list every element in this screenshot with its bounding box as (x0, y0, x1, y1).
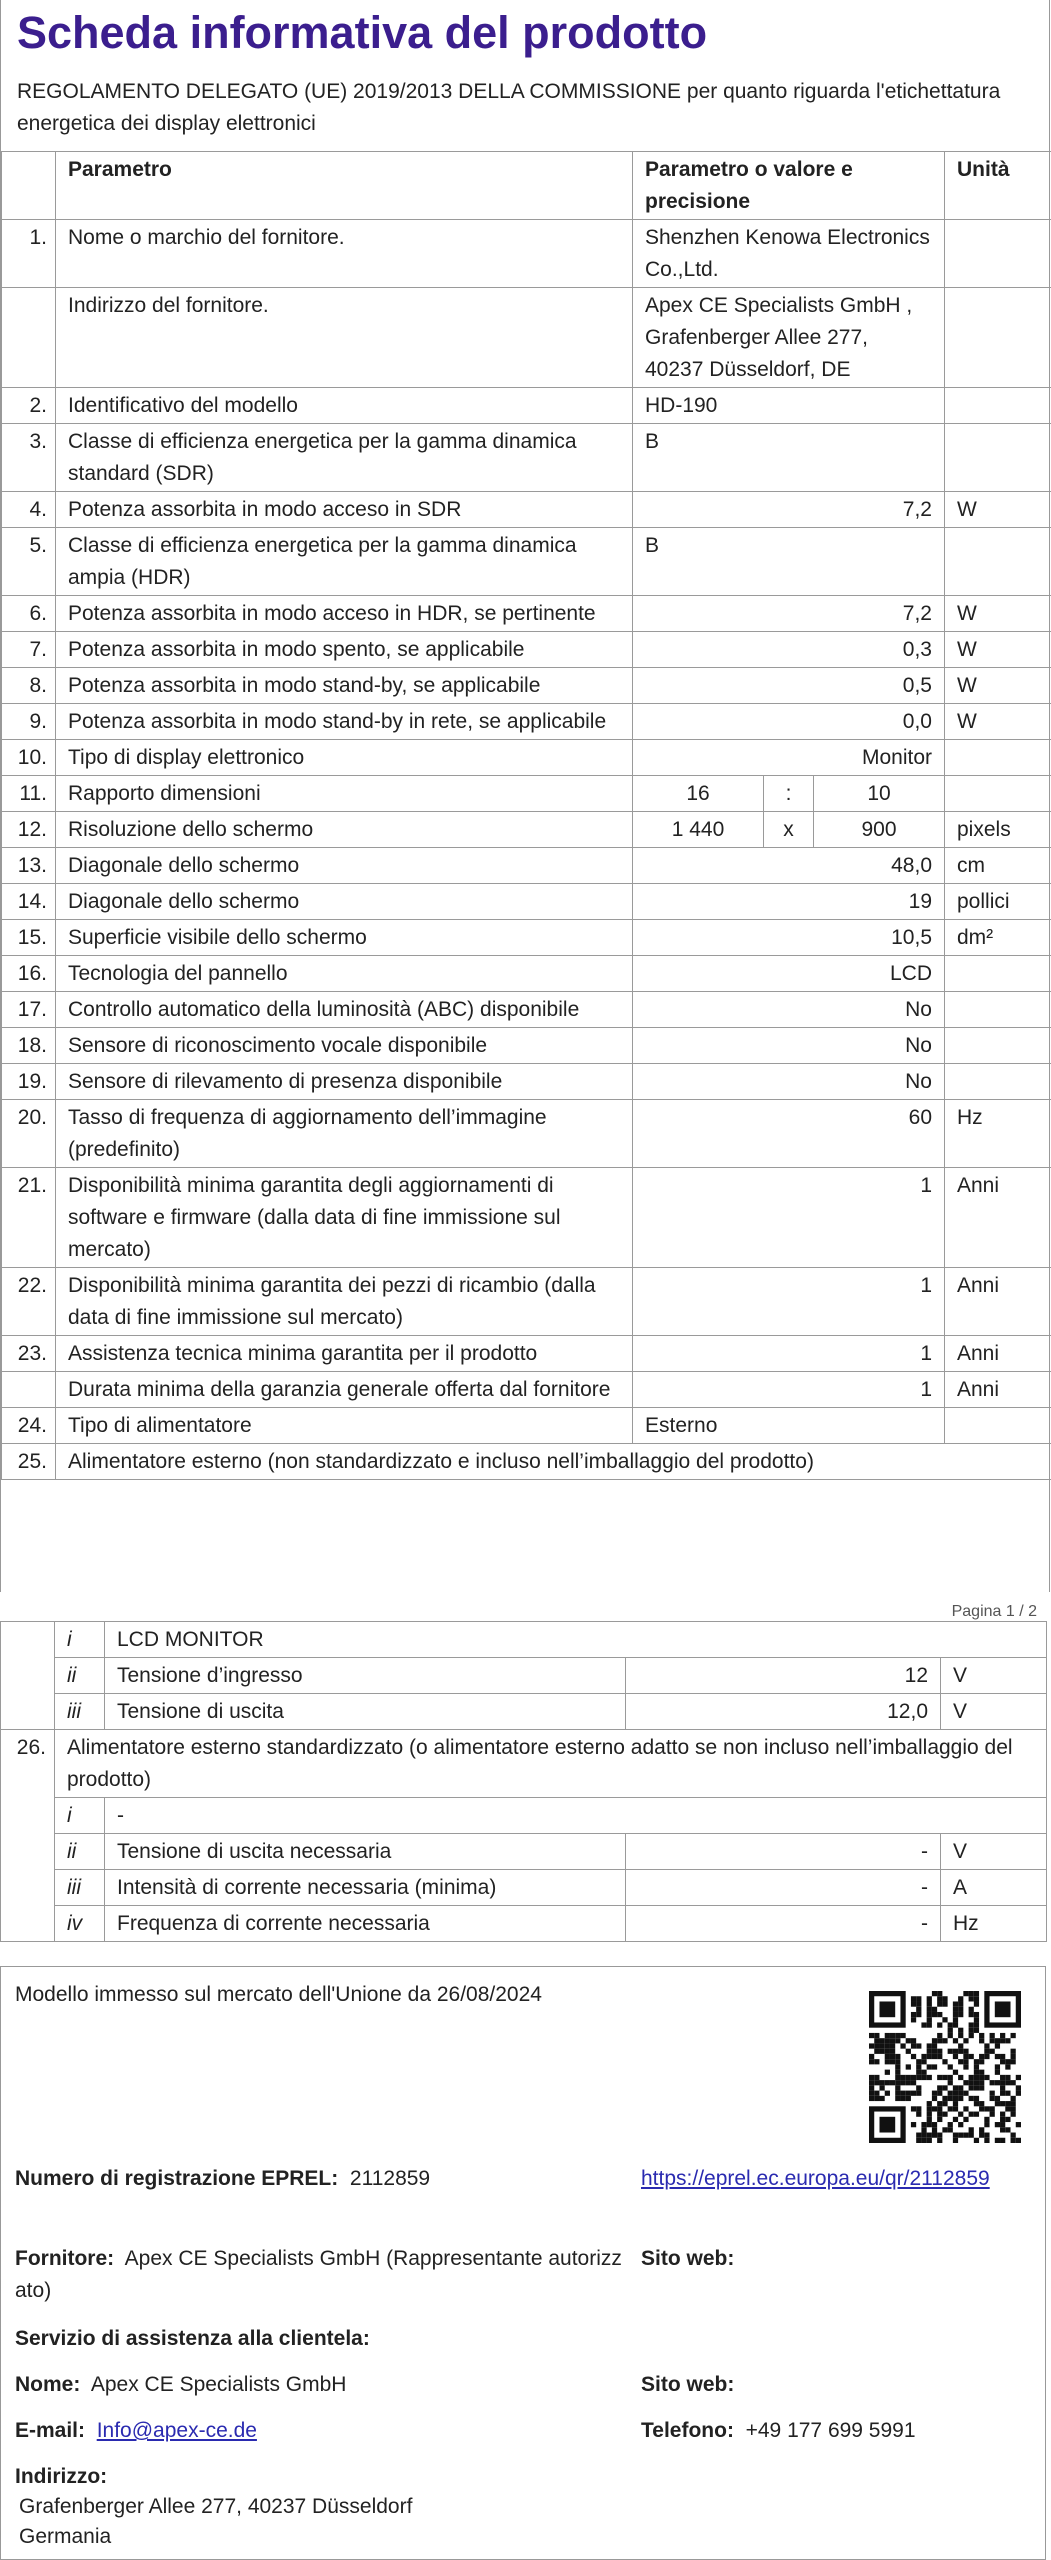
email-link[interactable]: Info@apex-ce.de (96, 2419, 257, 2442)
row-unit: Anni (945, 1168, 1051, 1268)
row-unit (945, 528, 1051, 596)
row-label: Tecnologia del pannello (56, 956, 633, 992)
row-label: Alimentatore esterno standardizzato (o alimentatore esterno adatto se non incluso nell’imballaggio del prodotto) (55, 1730, 1047, 1798)
sub-index: iii (55, 1870, 105, 1906)
row-unit (945, 1408, 1051, 1444)
sub-label: LCD MONITOR (105, 1622, 1047, 1658)
row-unit: W (945, 492, 1051, 528)
row-number: 9. (2, 704, 56, 740)
row-unit: cm (945, 848, 1051, 884)
row-number: 10. (2, 740, 56, 776)
sub-unit: Hz (941, 1906, 1047, 1942)
row-number: 5. (2, 528, 56, 596)
header-parameter: Parametro (56, 152, 633, 220)
row-value-1: 16 (633, 776, 764, 812)
row-number (2, 288, 56, 388)
table-row (2, 1408, 1051, 1444)
row-label: Disponibilità minima garantita dei pezzi di ricambio (dalla data di fine immissione sul mercato) (56, 1268, 633, 1336)
table-row (2, 1100, 1051, 1168)
row-label: Superficie visibile dello schermo (56, 920, 633, 956)
row-unit: pixels (945, 812, 1051, 848)
row-value: No (633, 1064, 945, 1100)
table-row (2, 596, 1051, 632)
row-unit (945, 956, 1051, 992)
table-row (2, 884, 1051, 920)
row-value: Monitor (633, 740, 945, 776)
row-number: 11. (2, 776, 56, 812)
table-row (2, 992, 1051, 1028)
header-value: Parametro o valore e precisione (633, 152, 945, 220)
customer-service-label: Servizio di assistenza alla clientela: (15, 2327, 370, 2350)
address-label: Indirizzo: (15, 2465, 108, 2488)
row-unit (945, 288, 1051, 388)
header-num (2, 152, 56, 220)
sub-index: i (55, 1798, 105, 1834)
row-unit: W (945, 668, 1051, 704)
qr-code-icon (869, 1991, 1021, 2143)
row-number: 16. (2, 956, 56, 992)
row-number: 20. (2, 1100, 56, 1168)
row-label: Indirizzo del fornitore. (56, 288, 633, 388)
row-separator: x (764, 812, 814, 848)
sub-index: i (55, 1622, 105, 1658)
table-row (2, 920, 1051, 956)
row-unit: pollici (945, 884, 1051, 920)
website-label-2: Sito web: (641, 2373, 735, 2396)
contact-email: E-mail: Info@apex-ce.de (15, 2419, 257, 2442)
table-row (2, 388, 1051, 424)
table-header-row (2, 152, 1051, 220)
row-label: Tipo di alimentatore (56, 1408, 633, 1444)
row-number: 23. (2, 1336, 56, 1372)
row-value: 1 (633, 1268, 945, 1336)
row-number: 3. (2, 424, 56, 492)
sub-index: iii (55, 1694, 105, 1730)
row-label: Disponibilità minima garantita degli aggiornamenti di software e firmware (dalla data di fine immissione sul mercato) (56, 1168, 633, 1268)
row-label: Risoluzione dello schermo (56, 812, 633, 848)
row-value: 10,5 (633, 920, 945, 956)
row-value: 7,2 (633, 596, 945, 632)
row-value: B (633, 528, 945, 596)
sub-label: Tensione di uscita necessaria (105, 1834, 626, 1870)
row-value: 7,2 (633, 492, 945, 528)
market-date: Modello immesso sul mercato dell'Unione da 26/08/2024 (15, 1983, 542, 2006)
row-value: 19 (633, 884, 945, 920)
row-number-spacer (1, 1622, 55, 1730)
row-unit: W (945, 704, 1051, 740)
table-row (2, 528, 1051, 596)
row-separator: : (764, 776, 814, 812)
sub-unit: A (941, 1870, 1047, 1906)
row-number: 15. (2, 920, 56, 956)
row-value: 1 (633, 1372, 945, 1408)
table-row (2, 288, 1051, 388)
row-label: Diagonale dello schermo (56, 884, 633, 920)
row-value: 60 (633, 1100, 945, 1168)
row-unit (945, 220, 1051, 288)
table-row (1, 1658, 1047, 1694)
contact-phone: Telefono: +49 177 699 5991 (641, 2419, 916, 2442)
parameters-table (1, 151, 1051, 1480)
row-label: Potenza assorbita in modo spento, se applicabile (56, 632, 633, 668)
row-value-2: 900 (814, 812, 945, 848)
row-unit: Anni (945, 1336, 1051, 1372)
row-value: HD-190 (633, 388, 945, 424)
row-label: Controllo automatico della luminosità (ABC) disponibile (56, 992, 633, 1028)
row-number: 24. (2, 1408, 56, 1444)
power-supply-table (0, 1621, 1047, 1942)
table-row (2, 668, 1051, 704)
row-label: Diagonale dello schermo (56, 848, 633, 884)
row-number: 14. (2, 884, 56, 920)
contact-name: Nome: Apex CE Specialists GmbH (15, 2373, 347, 2396)
row-unit: dm² (945, 920, 1051, 956)
sub-value: - (626, 1834, 941, 1870)
regulation-subtitle: REGOLAMENTO DELEGATO (UE) 2019/2013 DELLA COMMISSIONE per quanto riguarda l'etichettatura energetica dei display elettronici (17, 80, 1001, 135)
table-row (1, 1798, 1047, 1834)
row-label: Nome o marchio del fornitore. (56, 220, 633, 288)
row-value: 0,5 (633, 668, 945, 704)
sub-value: - (626, 1906, 941, 1942)
table-row (1, 1622, 1047, 1658)
table-row (2, 1028, 1051, 1064)
row-value: 48,0 (633, 848, 945, 884)
table-row (1, 1694, 1047, 1730)
row-value-1: 1 440 (633, 812, 764, 848)
table-row (2, 1064, 1051, 1100)
row-number: 25. (2, 1444, 56, 1480)
row-value: 0,3 (633, 632, 945, 668)
row-label: Potenza assorbita in modo stand-by, se applicabile (56, 668, 633, 704)
table-row (1, 1906, 1047, 1942)
table-row (2, 1336, 1051, 1372)
sub-label: Intensità di corrente necessaria (minima) (105, 1870, 626, 1906)
row-number: 8. (2, 668, 56, 704)
sub-label: Tensione di uscita (105, 1694, 626, 1730)
row-value-2: 10 (814, 776, 945, 812)
row-value: Shenzhen Kenowa Electronics Co.,Ltd. (633, 220, 945, 288)
row-unit (945, 1028, 1051, 1064)
row-number: 2. (2, 388, 56, 424)
row-label: Tasso di frequenza di aggiornamento dell’immagine (predefinito) (56, 1100, 633, 1168)
sub-label: Frequenza di corrente necessaria (105, 1906, 626, 1942)
sub-value: 12 (626, 1658, 941, 1694)
sub-label: Tensione d’ingresso (105, 1658, 626, 1694)
table-row (2, 1168, 1051, 1268)
row-number: 26. (1, 1730, 55, 1942)
row-label: Identificativo del modello (56, 388, 633, 424)
header-unit: Unità (945, 152, 1051, 220)
table-row (2, 1268, 1051, 1336)
page-title: Scheda informativa del prodotto (17, 7, 708, 58)
table-row (2, 776, 1051, 812)
row-value: No (633, 992, 945, 1028)
row-label: Durata minima della garanzia generale offerta dal fornitore (56, 1372, 633, 1408)
row-label: Assistenza tecnica minima garantita per il prodotto (56, 1336, 633, 1372)
row-label: Tipo di display elettronico (56, 740, 633, 776)
row-value: No (633, 1028, 945, 1064)
page-number: Pagina 1 / 2 (951, 1603, 1037, 1620)
row-value: Esterno (633, 1408, 945, 1444)
row-value: 0,0 (633, 704, 945, 740)
table-row (2, 704, 1051, 740)
table-row (2, 220, 1051, 288)
row-number: 21. (2, 1168, 56, 1268)
row-number: 18. (2, 1028, 56, 1064)
website-label-1: Sito web: (641, 2247, 735, 2270)
row-unit (945, 424, 1051, 492)
row-label: Classe di efficienza energetica per la gamma dinamica ampia (HDR) (56, 528, 633, 596)
row-number: 6. (2, 596, 56, 632)
row-unit (945, 388, 1051, 424)
table-row (2, 1444, 1051, 1480)
table-row (1, 1730, 1047, 1798)
row-unit: W (945, 632, 1051, 668)
row-label: Potenza assorbita in modo acceso in SDR (56, 492, 633, 528)
address-line-1: Grafenberger Allee 277, 40237 Düsseldorf (19, 2495, 413, 2518)
row-label: Alimentatore esterno (non standardizzato e incluso nell’imballaggio del prodotto) (56, 1444, 1051, 1480)
table-row (1, 1834, 1047, 1870)
row-unit: Anni (945, 1372, 1051, 1408)
table-row (2, 740, 1051, 776)
table-row (1, 1870, 1047, 1906)
row-number: 1. (2, 220, 56, 288)
eprel-link-wrap (641, 2163, 1031, 2195)
sub-index: iv (55, 1906, 105, 1942)
row-label: Sensore di riconoscimento vocale disponibile (56, 1028, 633, 1064)
row-unit (945, 992, 1051, 1028)
sub-unit: V (941, 1834, 1047, 1870)
sub-index: ii (55, 1834, 105, 1870)
row-unit (945, 740, 1051, 776)
eprel-link[interactable]: https://eprel.ec.europa.eu/qr/2112859 (641, 2167, 990, 2190)
row-unit: Hz (945, 1100, 1051, 1168)
eprel-number: 2112859 (349, 2167, 431, 2190)
row-label: Potenza assorbita in modo stand-by in rete, se applicabile (56, 704, 633, 740)
row-value: 1 (633, 1336, 945, 1372)
row-label: Sensore di rilevamento di presenza disponibile (56, 1064, 633, 1100)
row-value: 1 (633, 1168, 945, 1268)
row-value: LCD (633, 956, 945, 992)
table-row (2, 1372, 1051, 1408)
table-row (2, 632, 1051, 668)
row-unit: Anni (945, 1268, 1051, 1336)
table-row (2, 956, 1051, 992)
row-number: 13. (2, 848, 56, 884)
table-row (2, 424, 1051, 492)
table-row (2, 492, 1051, 528)
sub-label: - (105, 1798, 1047, 1834)
row-number: 19. (2, 1064, 56, 1100)
sub-value: 12,0 (626, 1694, 941, 1730)
address-line-2: Germania (19, 2525, 112, 2548)
eprel-registration: Numero di registrazione EPREL: 2112859 (15, 2167, 431, 2190)
sub-value: - (626, 1870, 941, 1906)
supplier-name: Apex CE Specialists GmbH (Rappresentante autorizzato) (15, 2247, 622, 2302)
row-label: Rapporto dimensioni (56, 776, 633, 812)
sub-unit: V (941, 1694, 1047, 1730)
row-number: 4. (2, 492, 56, 528)
supplier-info-box (0, 1966, 1046, 2560)
row-number: 12. (2, 812, 56, 848)
row-number: 22. (2, 1268, 56, 1336)
row-label: Classe di efficienza energetica per la gamma dinamica standard (SDR) (56, 424, 633, 492)
row-value: B (633, 424, 945, 492)
row-label: Potenza assorbita in modo acceso in HDR, se pertinente (56, 596, 633, 632)
row-number (2, 1372, 56, 1408)
sub-unit: V (941, 1658, 1047, 1694)
supplier-line: Fornitore: Apex CE Specialists GmbH (Rappresentante autorizzato) (15, 2247, 622, 2302)
row-unit: W (945, 596, 1051, 632)
table-row (2, 848, 1051, 884)
row-unit (945, 1064, 1051, 1100)
table-row (2, 812, 1051, 848)
sub-index: ii (55, 1658, 105, 1694)
row-number: 7. (2, 632, 56, 668)
row-number: 17. (2, 992, 56, 1028)
row-value: Apex CE Specialists GmbH , Grafenberger Allee 277, 40237 Düsseldorf, DE (633, 288, 945, 388)
row-unit (945, 776, 1051, 812)
